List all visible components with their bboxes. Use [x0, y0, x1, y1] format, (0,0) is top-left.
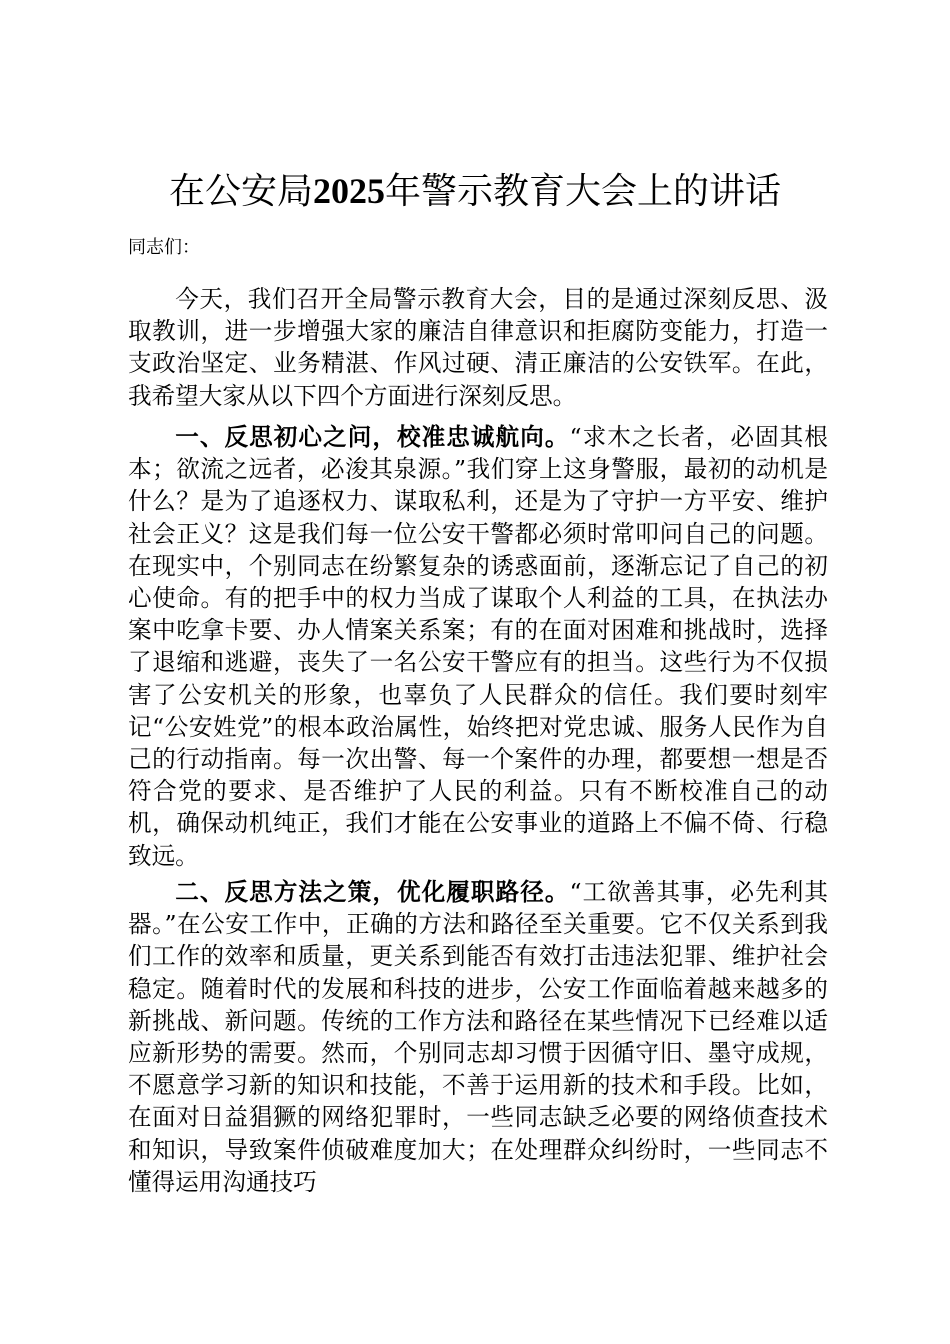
salutation: 同志们：: [128, 237, 200, 258]
title-suffix: 年警示教育大会上的讲话: [385, 171, 782, 212]
section-one-paragraph: [128, 421, 828, 872]
title-year: 2025: [313, 171, 385, 211]
title-prefix: 在公安局: [168, 171, 313, 212]
document-title: [0, 166, 950, 217]
section-two-text: “工欲善其事，必先利其器。”在公安工作中，正确的方法和路径至关重要。它不仅关系到我们工作的效率和质量，更关系到能否有效打击违法犯罪、维护社会稳定。随着时代的发展和科技的进步，公安工作面临着越来越多的新挑战、新问题。传统的工作方法和路径在某些情况下已经难以适应新形势的需要。然而，个别同志却习惯于因循守旧、墨守成规，不愿意学习新的知识和技能，不善于运用新的技术和手段。比如，在面对日益猖獗的网络犯罪时，一些同志缺乏必要的网络侦查技术和知识，导致案件侦破难度加大；在处理群众纠纷时，一些同志不懂得运用沟通技巧: [128, 878, 829, 1196]
section-one-heading: 一、反思初心之问，校准忠诚航向。: [175, 423, 570, 451]
section-one-text: “求木之长者，必固其根本；欲流之远者，必浚其泉源。”我们穿上这身警服，最初的动机是什么？是为了追逐权力、谋取私利，还是为了守护一方平安、维护社会正义？这是我们每一位公安干警都必须时常叩问自己的问题。在现实中，个别同志在纷繁复杂的诱惑面前，逐渐忘记了自己的初心使命。有的把手中的权力当成了谋取个人利益的工具，在执法办案中吃拿卡要、办人情案关系案；有的在面对困难和挑战时，选择了退缩和逃避，丧失了一名公安干警应有的担当。这些行为不仅损害了公安机关的形象，也辜负了人民群众的信任。我们要时刻牢记“公安姓党”的根本政治属性，始终把对党忠诚、服务人民作为自己的行动指南。每一次出警、每一个案件的办理，都要想一想是否符合党的要求、是否维护了人民的利益。只有不断校准自己的动机，确保动机纯正，我们才能在公安事业的道路上不偏不倚、行稳致远。: [128, 423, 829, 870]
section-two-paragraph: [128, 876, 828, 1198]
section-two-heading: 二、反思方法之策，优化履职路径。: [175, 878, 570, 906]
intro-paragraph: 今天，我们召开全局警示教育大会，目的是通过深刻反思、汲取教训，进一步增强大家的廉洁自律意识和拒腐防变能力，打造一支政治坚定、业务精湛、作风过硬、清正廉洁的公安铁军。在此，我希望大家从以下四个方面进行深刻反思。: [128, 285, 828, 410]
